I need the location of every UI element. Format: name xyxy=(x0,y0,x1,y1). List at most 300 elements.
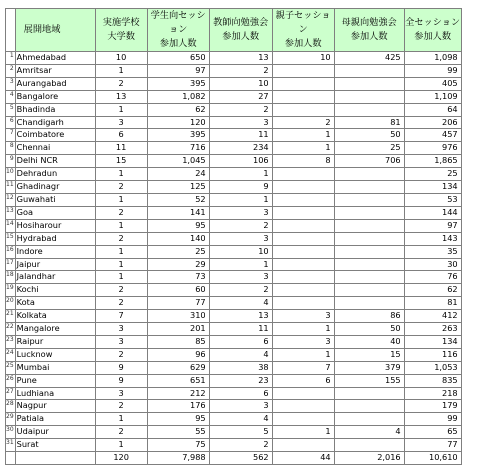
student-cell: 310 xyxy=(147,310,209,323)
table-row xyxy=(6,258,462,271)
student-cell: 29 xyxy=(147,258,209,271)
schools-cell: 9 xyxy=(95,361,147,374)
total-cell: 65 xyxy=(404,426,461,439)
region-cell: Chandigarh xyxy=(15,116,95,129)
row-number: 7 xyxy=(6,129,16,142)
total-cell: 405 xyxy=(404,77,461,90)
mother-cell xyxy=(334,297,404,310)
mother-cell xyxy=(334,413,404,426)
table-row xyxy=(6,426,462,439)
mother-cell xyxy=(334,258,404,271)
teacher-cell: 11 xyxy=(209,129,272,142)
header-region-label: 展開地域 xyxy=(23,24,61,35)
student-cell: 125 xyxy=(147,181,209,194)
table-row xyxy=(6,219,462,232)
schools-cell: 1 xyxy=(95,271,147,284)
row-number: 23 xyxy=(6,335,16,348)
region-cell: Pune xyxy=(15,374,95,387)
mother-cell: 15 xyxy=(334,348,404,361)
region-cell: Bhadinda xyxy=(15,103,95,116)
teacher-cell: 4 xyxy=(209,413,272,426)
spreadsheet-region xyxy=(5,8,462,465)
region-cell: Nagpur xyxy=(15,400,95,413)
schools-cell: 2 xyxy=(95,284,147,297)
region-cell: Kota xyxy=(15,297,95,310)
row-number: 11 xyxy=(6,181,16,194)
totals-label-cell xyxy=(15,452,95,465)
total-cell: 64 xyxy=(404,103,461,116)
teacher-cell: 13 xyxy=(209,310,272,323)
row-number: 19 xyxy=(6,284,16,297)
student-cell: 52 xyxy=(147,193,209,206)
total-cell: 76 xyxy=(404,271,461,284)
total-cell: 30 xyxy=(404,258,461,271)
student-cell: 1,045 xyxy=(147,155,209,168)
total-cell: 116 xyxy=(404,348,461,361)
parent-cell xyxy=(272,439,334,452)
mother-cell xyxy=(334,90,404,103)
parent-cell: 1 xyxy=(272,129,334,142)
student-cell: 96 xyxy=(147,348,209,361)
teacher-cell: 1 xyxy=(209,168,272,181)
schools-cell: 2 xyxy=(95,297,147,310)
student-cell: 140 xyxy=(147,232,209,245)
region-cell: Raipur xyxy=(15,335,95,348)
region-cell: Coimbatore xyxy=(15,129,95,142)
parent-cell xyxy=(272,271,334,284)
student-cell: 395 xyxy=(147,77,209,90)
table-row xyxy=(6,64,462,77)
teacher-cell: 27 xyxy=(209,90,272,103)
header-mother-line1: 母親向勉強会 xyxy=(341,17,397,28)
mother-cell: 40 xyxy=(334,335,404,348)
region-cell: Kochi xyxy=(15,284,95,297)
table-row xyxy=(6,348,462,361)
total-cell: 1,053 xyxy=(404,361,461,374)
totals-teacher-cell: 562 xyxy=(209,452,272,465)
header-mother-line2: 参加人数 xyxy=(350,31,388,42)
parent-cell xyxy=(272,219,334,232)
mother-cell: 86 xyxy=(334,310,404,323)
row-number: 17 xyxy=(6,258,16,271)
schools-cell: 2 xyxy=(95,232,147,245)
mother-cell xyxy=(334,439,404,452)
teacher-cell: 3 xyxy=(209,232,272,245)
region-cell: Kolkata xyxy=(15,310,95,323)
row-number: 29 xyxy=(6,413,16,426)
student-cell: 97 xyxy=(147,64,209,77)
mother-cell: 50 xyxy=(334,129,404,142)
schools-cell: 1 xyxy=(95,64,147,77)
parent-cell: 1 xyxy=(272,426,334,439)
totals-total-cell: 10,610 xyxy=(404,452,461,465)
total-cell: 25 xyxy=(404,168,461,181)
schools-cell: 2 xyxy=(95,77,147,90)
total-cell: 1,865 xyxy=(404,155,461,168)
total-cell: 81 xyxy=(404,297,461,310)
schools-cell: 9 xyxy=(95,374,147,387)
region-cell: Udaipur xyxy=(15,426,95,439)
schools-cell: 3 xyxy=(95,387,147,400)
row-number: 6 xyxy=(6,116,16,129)
parent-cell: 3 xyxy=(272,310,334,323)
region-cell: Dehradun xyxy=(15,168,95,181)
total-cell: 412 xyxy=(404,310,461,323)
parent-cell: 6 xyxy=(272,374,334,387)
total-cell: 77 xyxy=(404,439,461,452)
teacher-cell: 2 xyxy=(209,439,272,452)
schools-cell: 2 xyxy=(95,400,147,413)
mother-cell xyxy=(334,284,404,297)
header-parent-line1: 親子セッション xyxy=(275,10,331,35)
mother-cell xyxy=(334,64,404,77)
parent-cell xyxy=(272,168,334,181)
student-cell: 75 xyxy=(147,439,209,452)
total-cell: 134 xyxy=(404,181,461,194)
region-cell: Bangalore xyxy=(15,90,95,103)
table-row xyxy=(6,168,462,181)
totals-mother-cell: 2,016 xyxy=(334,452,404,465)
row-number: 24 xyxy=(6,348,16,361)
header-parent-line2: 参加人数 xyxy=(284,38,322,49)
mother-cell xyxy=(334,168,404,181)
row-number: 4 xyxy=(6,90,16,103)
row-number: 25 xyxy=(6,361,16,374)
mother-cell xyxy=(334,103,404,116)
table-row xyxy=(6,103,462,116)
table-row xyxy=(6,361,462,374)
table-row xyxy=(6,374,462,387)
parent-cell: 10 xyxy=(272,52,334,65)
parent-cell: 7 xyxy=(272,361,334,374)
mother-cell: 50 xyxy=(334,323,404,336)
mother-cell xyxy=(334,400,404,413)
region-cell: Guwahati xyxy=(15,193,95,206)
total-cell: 99 xyxy=(404,64,461,77)
teacher-cell: 6 xyxy=(209,335,272,348)
header-all-line1: 全セッション xyxy=(405,17,461,28)
student-cell: 85 xyxy=(147,335,209,348)
row-number: 21 xyxy=(6,310,16,323)
teacher-cell: 3 xyxy=(209,271,272,284)
schools-cell: 1 xyxy=(95,193,147,206)
schools-cell: 7 xyxy=(95,310,147,323)
mother-cell: 25 xyxy=(334,142,404,155)
table-row xyxy=(6,193,462,206)
student-cell: 95 xyxy=(147,219,209,232)
region-cell: Surat xyxy=(15,439,95,452)
parent-cell xyxy=(272,103,334,116)
header-teacher-sessions xyxy=(209,9,272,52)
table-row xyxy=(6,387,462,400)
parent-cell xyxy=(272,258,334,271)
mother-cell xyxy=(334,206,404,219)
row-number: 31 xyxy=(6,439,16,452)
table-row xyxy=(6,245,462,258)
schools-cell: 11 xyxy=(95,142,147,155)
header-all-sessions xyxy=(404,9,461,52)
teacher-cell: 2 xyxy=(209,284,272,297)
header-mother-sessions xyxy=(334,9,404,52)
row-number: 28 xyxy=(6,400,16,413)
mother-cell xyxy=(334,219,404,232)
region-cell: Hydrabad xyxy=(15,232,95,245)
parent-cell xyxy=(272,284,334,297)
student-cell: 1,082 xyxy=(147,90,209,103)
teacher-cell: 106 xyxy=(209,155,272,168)
row-number: 1 xyxy=(6,52,16,65)
parent-cell xyxy=(272,90,334,103)
session-participants-table xyxy=(5,8,462,465)
row-number: 12 xyxy=(6,193,16,206)
row-number: 22 xyxy=(6,323,16,336)
table-row xyxy=(6,297,462,310)
table-row xyxy=(6,310,462,323)
total-cell: 97 xyxy=(404,219,461,232)
parent-cell: 2 xyxy=(272,116,334,129)
mother-cell: 81 xyxy=(334,116,404,129)
student-cell: 650 xyxy=(147,52,209,65)
totals-student-cell: 7,988 xyxy=(147,452,209,465)
total-cell: 976 xyxy=(404,142,461,155)
teacher-cell: 1 xyxy=(209,258,272,271)
teacher-cell: 23 xyxy=(209,374,272,387)
total-cell: 1,109 xyxy=(404,90,461,103)
table-row xyxy=(6,181,462,194)
table-row xyxy=(6,52,462,65)
parent-cell xyxy=(272,77,334,90)
student-cell: 120 xyxy=(147,116,209,129)
student-cell: 395 xyxy=(147,129,209,142)
table-row xyxy=(6,271,462,284)
total-cell: 263 xyxy=(404,323,461,336)
table-row xyxy=(6,206,462,219)
mother-cell: 425 xyxy=(334,52,404,65)
header-region xyxy=(15,9,95,52)
totals-parent-cell: 44 xyxy=(272,452,334,465)
row-number: 9 xyxy=(6,155,16,168)
parent-cell xyxy=(272,245,334,258)
schools-cell: 1 xyxy=(95,103,147,116)
parent-cell xyxy=(272,400,334,413)
student-cell: 55 xyxy=(147,426,209,439)
row-number: 26 xyxy=(6,374,16,387)
schools-cell: 2 xyxy=(95,206,147,219)
mother-cell xyxy=(334,181,404,194)
region-cell: Amritsar xyxy=(15,64,95,77)
row-number: 8 xyxy=(6,142,16,155)
header-all-line2: 参加人数 xyxy=(414,31,452,42)
schools-cell: 1 xyxy=(95,168,147,181)
row-number: 3 xyxy=(6,77,16,90)
header-teacher-line2: 参加人数 xyxy=(222,31,260,42)
schools-cell: 10 xyxy=(95,52,147,65)
total-cell: 143 xyxy=(404,232,461,245)
total-cell: 134 xyxy=(404,335,461,348)
region-cell: Ludhiana xyxy=(15,387,95,400)
total-cell: 179 xyxy=(404,400,461,413)
totals-row-number xyxy=(6,452,16,465)
parent-cell xyxy=(272,387,334,400)
student-cell: 77 xyxy=(147,297,209,310)
schools-cell: 1 xyxy=(95,245,147,258)
header-parent-sessions xyxy=(272,9,334,52)
region-cell: Ghadinagr xyxy=(15,181,95,194)
teacher-cell: 2 xyxy=(209,103,272,116)
mother-cell: 155 xyxy=(334,374,404,387)
mother-cell xyxy=(334,77,404,90)
totals-row xyxy=(6,452,462,465)
mother-cell xyxy=(334,232,404,245)
row-number: 14 xyxy=(6,219,16,232)
schools-cell: 1 xyxy=(95,439,147,452)
row-number: 13 xyxy=(6,206,16,219)
parent-cell: 1 xyxy=(272,348,334,361)
schools-cell: 2 xyxy=(95,181,147,194)
student-cell: 73 xyxy=(147,271,209,284)
teacher-cell: 38 xyxy=(209,361,272,374)
total-cell: 206 xyxy=(404,116,461,129)
schools-cell: 1 xyxy=(95,258,147,271)
student-cell: 62 xyxy=(147,103,209,116)
student-cell: 141 xyxy=(147,206,209,219)
region-cell: Goa xyxy=(15,206,95,219)
student-cell: 60 xyxy=(147,284,209,297)
total-cell: 835 xyxy=(404,374,461,387)
parent-cell: 1 xyxy=(272,142,334,155)
region-cell: Patiala xyxy=(15,413,95,426)
mother-cell xyxy=(334,387,404,400)
header-schools xyxy=(95,9,147,52)
total-cell: 53 xyxy=(404,193,461,206)
region-cell: Mumbai xyxy=(15,361,95,374)
header-schools-line2: 大学数 xyxy=(107,31,135,42)
region-cell: Delhi NCR xyxy=(15,155,95,168)
total-cell: 218 xyxy=(404,387,461,400)
region-cell: Indore xyxy=(15,245,95,258)
mother-cell xyxy=(334,245,404,258)
teacher-cell: 3 xyxy=(209,206,272,219)
total-cell: 1,098 xyxy=(404,52,461,65)
header-row-number xyxy=(6,9,16,52)
student-cell: 212 xyxy=(147,387,209,400)
table-row xyxy=(6,129,462,142)
schools-cell: 3 xyxy=(95,116,147,129)
teacher-cell: 13 xyxy=(209,52,272,65)
student-cell: 24 xyxy=(147,168,209,181)
totals-schools-cell: 120 xyxy=(95,452,147,465)
schools-cell: 13 xyxy=(95,90,147,103)
table-body xyxy=(6,52,462,465)
header-teacher-line1: 教師向勉強会 xyxy=(213,17,269,28)
table-row xyxy=(6,400,462,413)
schools-cell: 15 xyxy=(95,155,147,168)
schools-cell: 1 xyxy=(95,413,147,426)
parent-cell xyxy=(272,413,334,426)
region-cell: Hosiharour xyxy=(15,219,95,232)
teacher-cell: 9 xyxy=(209,181,272,194)
teacher-cell: 5 xyxy=(209,426,272,439)
parent-cell xyxy=(272,206,334,219)
schools-cell: 3 xyxy=(95,323,147,336)
student-cell: 651 xyxy=(147,374,209,387)
row-number: 20 xyxy=(6,297,16,310)
student-cell: 95 xyxy=(147,413,209,426)
mother-cell xyxy=(334,271,404,284)
table-row xyxy=(6,90,462,103)
table-row xyxy=(6,284,462,297)
teacher-cell: 6 xyxy=(209,387,272,400)
table-row xyxy=(6,439,462,452)
teacher-cell: 234 xyxy=(209,142,272,155)
row-number: 2 xyxy=(6,64,16,77)
total-cell: 62 xyxy=(404,284,461,297)
teacher-cell: 4 xyxy=(209,297,272,310)
table-row xyxy=(6,335,462,348)
student-cell: 176 xyxy=(147,400,209,413)
schools-cell: 1 xyxy=(95,219,147,232)
parent-cell xyxy=(272,64,334,77)
row-number: 10 xyxy=(6,168,16,181)
header-student-line2: 参加人数 xyxy=(159,38,197,49)
parent-cell xyxy=(272,297,334,310)
student-cell: 25 xyxy=(147,245,209,258)
student-cell: 201 xyxy=(147,323,209,336)
mother-cell: 706 xyxy=(334,155,404,168)
header-schools-line1: 実施学校 xyxy=(102,17,140,28)
parent-cell: 3 xyxy=(272,335,334,348)
table-row xyxy=(6,323,462,336)
teacher-cell: 1 xyxy=(209,193,272,206)
schools-cell: 2 xyxy=(95,426,147,439)
region-cell: Chennai xyxy=(15,142,95,155)
header-row xyxy=(6,9,462,52)
teacher-cell: 10 xyxy=(209,245,272,258)
parent-cell: 1 xyxy=(272,323,334,336)
table-row xyxy=(6,142,462,155)
region-cell: Ahmedabad xyxy=(15,52,95,65)
schools-cell: 2 xyxy=(95,348,147,361)
region-cell: Lucknow xyxy=(15,348,95,361)
mother-cell: 4 xyxy=(334,426,404,439)
student-cell: 629 xyxy=(147,361,209,374)
table-row xyxy=(6,116,462,129)
table-row xyxy=(6,77,462,90)
parent-cell xyxy=(272,193,334,206)
row-number: 30 xyxy=(6,426,16,439)
region-cell: Jaipur xyxy=(15,258,95,271)
student-cell: 716 xyxy=(147,142,209,155)
teacher-cell: 10 xyxy=(209,77,272,90)
header-student-line1: 学生向セッション xyxy=(150,10,206,35)
region-cell: Mangalore xyxy=(15,323,95,336)
parent-cell: 8 xyxy=(272,155,334,168)
header-student-sessions xyxy=(147,9,209,52)
total-cell: 144 xyxy=(404,206,461,219)
schools-cell: 6 xyxy=(95,129,147,142)
total-cell: 99 xyxy=(404,413,461,426)
region-cell: Jalandhar xyxy=(15,271,95,284)
row-number: 18 xyxy=(6,271,16,284)
teacher-cell: 3 xyxy=(209,116,272,129)
parent-cell xyxy=(272,181,334,194)
teacher-cell: 4 xyxy=(209,348,272,361)
teacher-cell: 2 xyxy=(209,219,272,232)
schools-cell: 3 xyxy=(95,335,147,348)
mother-cell: 379 xyxy=(334,361,404,374)
total-cell: 35 xyxy=(404,245,461,258)
table-row xyxy=(6,232,462,245)
